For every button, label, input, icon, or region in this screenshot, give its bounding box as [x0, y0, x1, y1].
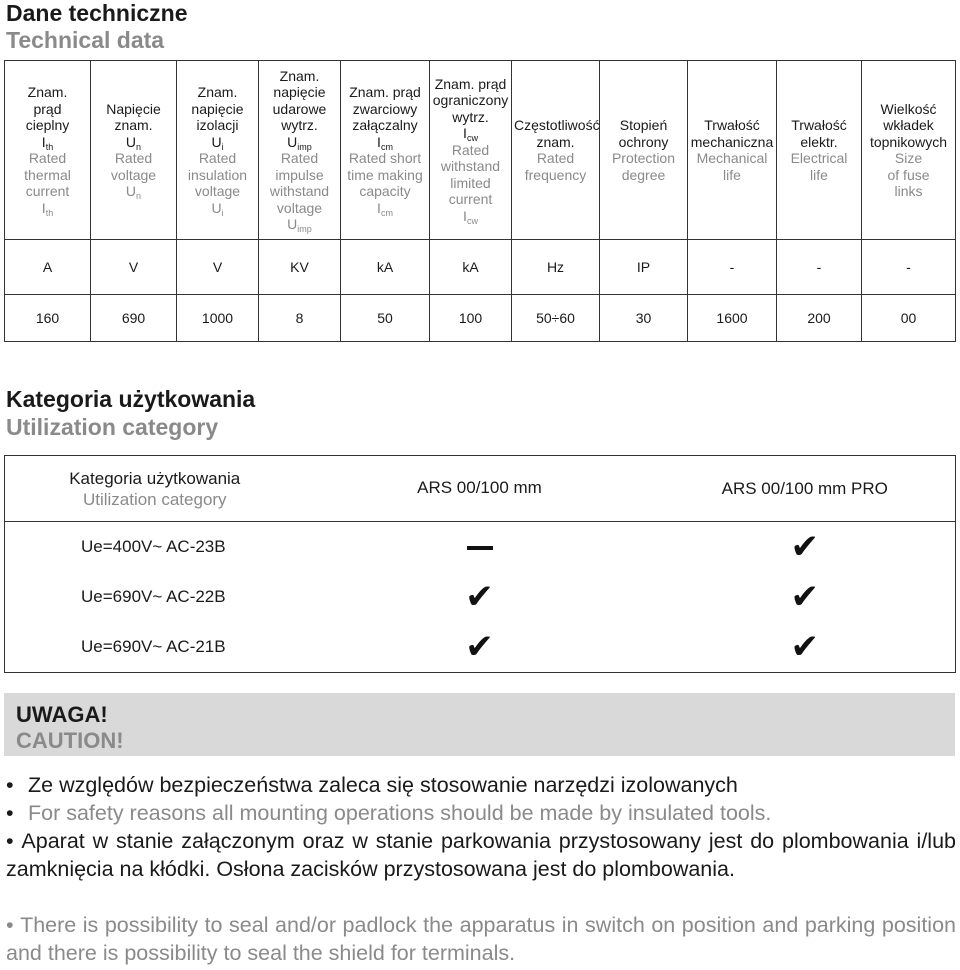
value-cell: 200	[777, 295, 862, 342]
header-en-line: impulse	[275, 166, 324, 183]
header-symbol-en	[93, 183, 174, 200]
header-en-line: Mechanical	[696, 150, 768, 166]
header-symbol-en	[432, 208, 509, 225]
value-cell: 690	[91, 295, 177, 342]
value-cell: 1000	[177, 295, 259, 342]
symbol-subscript: i	[221, 141, 224, 152]
note-3-text: Aparat w stanie załączonym oraz w stanie parkowania przystosowany jest do plombowania i/lub zamknięcia na kłódki. Osłona zacisków przystosowana jest do plombowania.	[6, 829, 956, 881]
header-pl-line: zwarciowy	[352, 100, 418, 117]
header-en-line: Protection	[611, 150, 676, 166]
header-pl-line: Znam.	[27, 84, 68, 100]
header-symbol-en	[343, 200, 427, 217]
checkmark-icon: ✔	[790, 626, 819, 667]
header-en-line: of fuse	[887, 166, 930, 183]
header-pl-line: Częstotliwość	[514, 117, 600, 133]
utilization-mark-cell	[655, 522, 956, 573]
header-cell	[5, 61, 91, 240]
utilization-row	[5, 522, 956, 573]
header-en-line: Rated	[28, 150, 67, 166]
header-en-line: current	[25, 183, 70, 199]
header-en-line: Rated	[114, 150, 153, 166]
header-pl-line: Stopień	[619, 117, 668, 133]
note-3	[6, 827, 956, 883]
symbol-letter: U	[125, 133, 137, 150]
header-cell	[862, 61, 956, 240]
symbol-subscript: n	[136, 191, 142, 201]
technical-data-heading-en: Technical data	[6, 27, 165, 53]
note-4-text: There is possibility to seal and/or padlock the apparatus in switch on position and parking position and there is possibility to seal the shield for terminals.	[6, 913, 956, 965]
symbol-letter: U	[287, 133, 298, 150]
symbol-letter: U	[211, 133, 222, 150]
symbol-subscript: imp	[297, 141, 312, 152]
utilization-mark-cell	[305, 622, 655, 673]
unit-cell: -	[777, 240, 862, 295]
header-pl-line: wytrz.	[452, 108, 489, 125]
symbol-letter: U	[125, 183, 137, 199]
header-pl-line: topnikowych	[869, 133, 948, 150]
header-pl-line: Wielkość	[880, 100, 937, 117]
utilization-header-cell	[5, 456, 305, 522]
header-pl-line: wytrz.	[281, 117, 318, 133]
header-cell	[91, 61, 177, 240]
utilization-header-en: Utilization category	[82, 489, 227, 509]
header-en-line: life	[723, 166, 741, 183]
header-en-line: voltage	[110, 166, 157, 183]
header-symbol	[261, 134, 338, 151]
utilization-mark-cell	[655, 622, 956, 673]
header-pl-line: prąd	[33, 100, 62, 117]
symbol-letter: I	[41, 133, 46, 150]
unit-cell: -	[688, 240, 777, 295]
header-en-line: capacity	[359, 183, 411, 199]
checkmark-icon: ✔	[465, 576, 494, 617]
header-pl-line: Znam.	[279, 67, 320, 84]
header-pl-line: Znam. prąd	[349, 84, 421, 100]
utilization-label: Ue=400V~ AC-23B	[5, 522, 305, 573]
note-4	[6, 911, 956, 967]
symbol-letter: U	[287, 216, 298, 232]
utilization-table	[4, 455, 956, 673]
unit-cell: Hz	[512, 240, 600, 295]
bullet-icon: •	[6, 829, 22, 853]
header-row	[5, 61, 956, 240]
header-symbol	[343, 134, 427, 151]
header-en-line: frequency	[524, 166, 587, 183]
caution-label-en: CAUTION!	[16, 728, 124, 753]
header-en-line: current	[448, 191, 493, 208]
symbol-subscript: th	[45, 141, 54, 152]
utilization-header-row	[5, 456, 956, 522]
utilization-label: Ue=690V~ AC-22B	[5, 572, 305, 622]
value-cell: 00	[862, 295, 956, 342]
header-symbol-en	[7, 200, 88, 217]
header-pl-line: Napięcie	[106, 100, 161, 117]
checkmark-icon: ✔	[790, 526, 819, 567]
header-symbol-en	[261, 216, 338, 233]
header-pl-line: udarowe	[272, 100, 327, 117]
header-pl-line: Trwałość	[791, 117, 847, 133]
header-symbol	[93, 134, 174, 151]
header-pl-line: izolacji	[196, 117, 239, 133]
header-symbol	[432, 125, 509, 142]
units-row	[5, 240, 956, 295]
header-en-line: Rated short	[348, 150, 422, 166]
header-cell	[259, 61, 341, 240]
utilization-row	[5, 622, 956, 673]
model-pro-column-header: ARS 00/100 mm PRO	[655, 456, 956, 522]
header-en-line: Rated	[451, 141, 490, 158]
header-cell	[177, 61, 259, 240]
value-cell: 8	[259, 295, 341, 342]
header-symbol-en	[179, 200, 256, 217]
utilization-header-pl: Kategoria użytkowania	[69, 468, 241, 488]
header-en-line: Rated	[536, 150, 575, 166]
symbol-letter: I	[377, 133, 381, 150]
checkmark-icon: ✔	[790, 576, 819, 617]
note-2-text: For safety reasons all mounting operations should be made by insulated tools.	[28, 801, 772, 825]
header-en-line: withstand	[269, 183, 330, 199]
unit-cell: V	[177, 240, 259, 295]
caution-label-pl: UWAGA!	[16, 702, 108, 727]
value-cell: 50	[341, 295, 430, 342]
utilization-mark-cell	[305, 522, 655, 573]
header-pl-line: znam.	[536, 133, 575, 150]
utilization-row	[5, 572, 956, 622]
technical-data-heading-pl: Dane techniczne	[6, 0, 188, 26]
note-2	[6, 799, 956, 827]
value-cell: 100	[430, 295, 512, 342]
header-pl-line: cieplny	[25, 117, 70, 133]
utilization-mark-cell	[305, 572, 655, 622]
header-en-line: time making	[347, 166, 423, 183]
header-en-line: Rated	[280, 150, 319, 166]
symbol-letter: I	[377, 199, 381, 216]
header-pl-line: Znam.	[197, 84, 238, 100]
unit-cell: KV	[259, 240, 341, 295]
value-cell: 160	[5, 295, 91, 342]
header-en-line: Electrical	[790, 150, 848, 166]
header-cell	[600, 61, 688, 240]
dash-icon	[467, 546, 493, 550]
header-en-line: Size	[894, 150, 923, 166]
header-cell	[688, 61, 777, 240]
header-en-line: life	[810, 166, 828, 183]
header-en-line: thermal	[24, 166, 71, 183]
header-pl-line: Znam. prąd	[434, 75, 507, 92]
header-pl-line: znam.	[114, 117, 153, 133]
header-pl-line: napięcie	[191, 100, 244, 117]
technical-data-table	[4, 60, 956, 342]
header-en-line: links	[894, 183, 923, 199]
symbol-letter: I	[41, 199, 46, 216]
header-en-line: Rated	[198, 150, 237, 166]
unit-cell: kA	[430, 240, 512, 295]
unit-cell: A	[5, 240, 91, 295]
note-1-text: Ze względów bezpieczeństwa zaleca się stosowanie narzędzi izolowanych	[28, 773, 738, 797]
symbol-subscript: cw	[466, 133, 478, 144]
header-symbol	[7, 134, 88, 151]
header-en-line: insulation	[187, 166, 248, 183]
symbol-subscript: imp	[297, 224, 312, 234]
header-pl-line: mechaniczna	[690, 133, 774, 150]
header-en-line: voltage	[276, 199, 323, 216]
header-en-line: voltage	[194, 183, 241, 199]
bullet-icon: •	[6, 773, 14, 797]
unit-cell: kA	[341, 240, 430, 295]
symbol-subscript: th	[45, 207, 54, 218]
symbol-subscript: cm	[380, 207, 393, 218]
header-en-line: degree	[621, 166, 666, 183]
bullet-icon: •	[6, 801, 14, 825]
utilization-heading-en: Utilization category	[6, 414, 219, 440]
bullet-icon: •	[6, 913, 21, 937]
unit-cell: -	[862, 240, 956, 295]
values-row	[5, 295, 956, 342]
utilization-mark-cell	[655, 572, 956, 622]
header-pl-line: napięcie	[273, 84, 326, 100]
header-cell	[430, 61, 512, 240]
symbol-subscript: cm	[380, 141, 393, 152]
symbol-subscript: cw	[466, 215, 478, 226]
checkmark-icon: ✔	[465, 626, 494, 667]
unit-cell: V	[91, 240, 177, 295]
utilization-heading-pl: Kategoria użytkowania	[6, 386, 256, 412]
value-cell: 50÷60	[512, 295, 600, 342]
note-1	[6, 771, 956, 799]
header-pl-line: Trwałość	[704, 117, 760, 133]
symbol-subscript: n	[136, 141, 142, 152]
header-cell	[512, 61, 600, 240]
header-cell	[777, 61, 862, 240]
unit-cell: IP	[600, 240, 688, 295]
header-pl-line: ograniczony	[432, 92, 509, 109]
symbol-subscript: i	[221, 207, 224, 218]
header-en-line: limited	[450, 174, 491, 191]
symbol-letter: I	[463, 125, 467, 142]
header-pl-line: załączalny	[352, 117, 418, 133]
header-en-line: withstand	[440, 158, 501, 175]
utilization-label: Ue=690V~ AC-21B	[5, 622, 305, 673]
header-pl-line: ochrony	[618, 133, 669, 150]
model-column-header: ARS 00/100 mm	[305, 456, 655, 522]
value-cell: 30	[600, 295, 688, 342]
header-pl-line: wkładek	[883, 117, 934, 133]
caution-banner	[4, 693, 955, 756]
header-pl-line: elektr.	[800, 133, 838, 150]
symbol-letter: I	[463, 207, 467, 224]
value-cell: 1600	[688, 295, 777, 342]
symbol-letter: U	[211, 199, 222, 216]
header-symbol	[179, 134, 256, 151]
header-cell	[341, 61, 430, 240]
